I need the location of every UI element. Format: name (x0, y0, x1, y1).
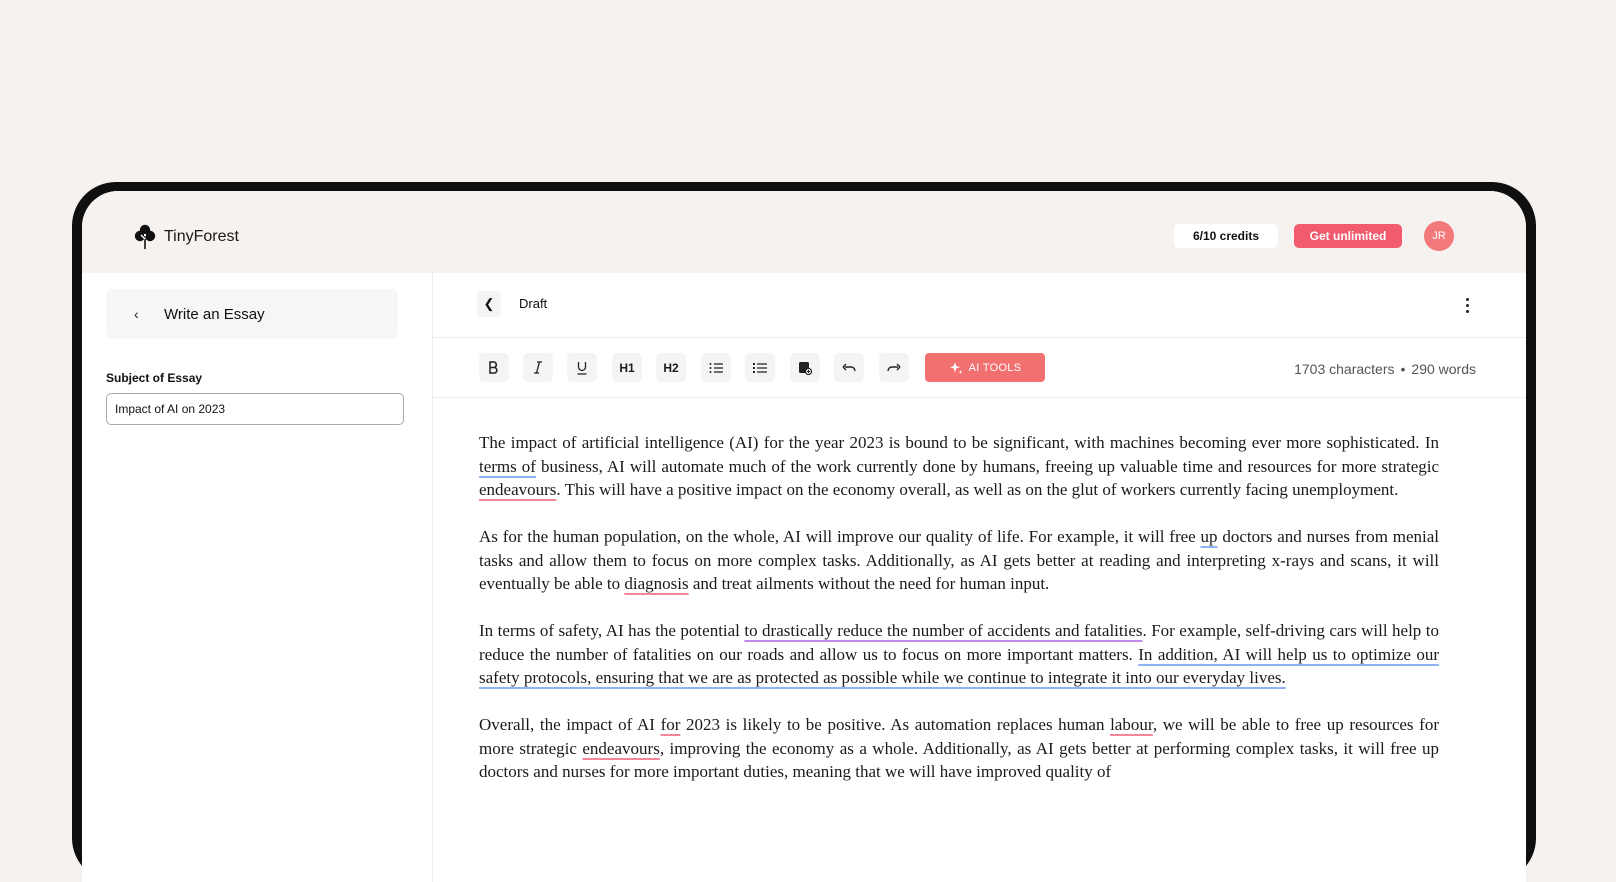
more-options-icon[interactable] (1460, 295, 1474, 315)
numbered-list-button[interactable] (701, 353, 731, 382)
essay-paragraph (479, 431, 1439, 502)
italic-button[interactable] (523, 353, 553, 382)
essay-text: doctors and nurses from menial tasks and allow them to focus on more complex tasks. Additionally, as AI gets better at reading and interpreting x-rays and scans, it will eventually be able to (479, 527, 1439, 593)
essay-text: , we will be able to free up resources for more strategic (479, 715, 1439, 758)
chevron-left-icon: ❮ (483, 296, 495, 311)
bullet-list-icon (753, 362, 767, 374)
essay-text: . This will have a positive impact on the economy overall, as well as on the glut of workers currently facing unemployment. (556, 480, 1399, 499)
redo-button[interactable] (879, 353, 909, 382)
sidebar (82, 273, 433, 882)
essay-text: , improving the economy as a whole. Additionally, as AI gets better at performing complex tasks, it will free up doctors and nurses for more important duties, meaning that we will have improved quality of (479, 738, 1439, 781)
essay-text: Overall, the impact of AI (479, 715, 661, 734)
bold-icon (488, 361, 500, 374)
spelling-suggestion[interactable]: for (660, 715, 681, 734)
chevron-left-icon: ‹ (134, 306, 139, 322)
spelling-suggestion[interactable]: endeavours (479, 480, 557, 499)
app-screen (82, 191, 1526, 882)
logo[interactable] (134, 224, 239, 250)
bold-button[interactable] (479, 353, 509, 382)
numbered-list-icon (709, 362, 723, 374)
essay-text: 2023 is likely to be positive. As automation replaces human (680, 715, 1111, 734)
bullet-list-button[interactable] (745, 353, 775, 382)
italic-icon (532, 361, 544, 374)
undo-icon (842, 363, 856, 373)
editor-pane (433, 273, 1526, 882)
insert-image-icon (798, 361, 812, 375)
separator-dot: • (1400, 361, 1406, 377)
word-count (1294, 361, 1476, 377)
words-count: 290 words (1411, 361, 1476, 377)
essay-paragraph (479, 619, 1439, 690)
device-frame (72, 182, 1536, 882)
essay-text: The impact of artificial intelligence (AI) for the year 2023 is bound to be significant, with machines becoming ever more sophisticated. In (479, 433, 1439, 452)
sidebar-title: Write an Essay (164, 305, 265, 323)
essay-paragraph (479, 525, 1439, 596)
ai-tools-label: AI TOOLS (968, 361, 1022, 374)
essay-text: . For example, self-driving cars will help to reduce the number of fatalities on our roads and allow us to focus on more important matters. (479, 621, 1439, 664)
grammar-suggestion[interactable]: In addition, AI will help us to optimize our safety protocols, ensuring that we are as protected as possible while we continue to integrate it into our everyday lives. (479, 644, 1439, 687)
essay-text: business, AI will automate much of the work currently done by humans, freeing up valuable time and resources for more strategic (535, 456, 1440, 476)
brand-name: TinyForest (164, 228, 239, 245)
insert-image-button[interactable] (790, 353, 820, 382)
essay-paragraph (479, 713, 1439, 784)
sparkle-icon (949, 361, 963, 375)
redo-icon (887, 363, 901, 373)
spelling-suggestion[interactable]: labour (1110, 715, 1153, 734)
subject-label: Subject of Essay (106, 371, 203, 385)
heading2-button[interactable]: H2 (656, 353, 686, 382)
grammar-suggestion[interactable]: up (1200, 527, 1218, 546)
format-toolbar (433, 337, 1526, 398)
avatar[interactable]: JR (1424, 221, 1454, 251)
subject-input[interactable] (106, 393, 404, 425)
essay-document[interactable] (479, 431, 1439, 807)
style-suggestion[interactable]: to drastically reduce the number of accidents and fatalities (744, 621, 1143, 640)
credits-badge: 6/10 credits (1174, 224, 1278, 248)
essay-text: As for the human population, on the whole, AI will improve our quality of life. For example, it will free (479, 527, 1201, 546)
grammar-suggestion[interactable]: terms of (479, 456, 536, 476)
heading1-button[interactable]: H1 (612, 353, 642, 382)
draft-back-button[interactable] (477, 291, 501, 317)
spelling-suggestion[interactable]: diagnosis (624, 574, 689, 593)
essay-text: and treat ailments without the need for human input. (688, 574, 1050, 593)
essay-text: In terms of safety, AI has the potential (479, 621, 745, 640)
draft-title: Draft (519, 296, 548, 311)
back-to-tools-button[interactable] (106, 289, 398, 339)
undo-button[interactable] (834, 353, 864, 382)
character-count: 1703 characters (1294, 361, 1395, 377)
ai-tools-button[interactable] (925, 353, 1045, 382)
tree-logo-icon (134, 224, 156, 250)
underline-icon (576, 361, 588, 375)
spelling-suggestion[interactable]: endeavours (582, 738, 660, 758)
get-unlimited-button[interactable]: Get unlimited (1294, 224, 1402, 248)
underline-button[interactable] (567, 353, 597, 382)
top-bar (82, 191, 1526, 273)
draft-header (433, 273, 1526, 338)
